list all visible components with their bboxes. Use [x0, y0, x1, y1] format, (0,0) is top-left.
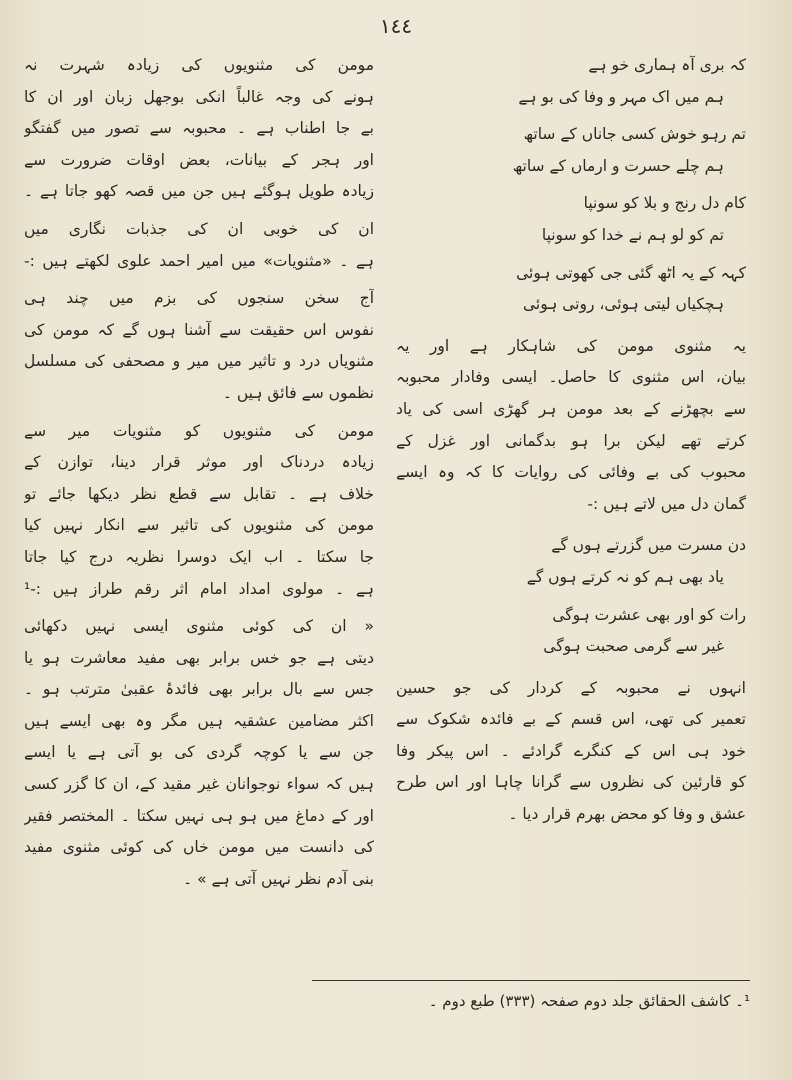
verse-line: کہ بری آہ ہماری خو ہے [588, 56, 746, 74]
verse-line: ہم میں اک مہر و وفا کی بو ہے [518, 87, 724, 106]
verse-line: تم رہو خوش کسی جاناں کے ساتھ [523, 125, 746, 144]
paragraph-line: ہے ۔ مولوی امداد امام اثر رقم طراز ہیں :-¹ [24, 579, 374, 598]
quote-line: نفوس اس حقیقت سے آشنا ہوں گے کہ مومن کی [24, 320, 374, 339]
paragraph-line: انہوں نے محبوبہ کے کردار کی جو حسین [396, 678, 746, 697]
paragraph-line: ہے ۔ «مثنویات» میں امیر احمد علوی لکھتے ہیں :- [24, 251, 374, 270]
quote-line: دیتی ہے جو خس برابر بھی مفید معاشرت ہو یا [24, 648, 374, 667]
verse-line: ہم چلے حسرت و ارماں کے ساتھ [512, 156, 724, 175]
paragraph-line: محبوب کی بے وفائی کی روایات کا کہ وہ ایسے [396, 463, 746, 482]
quote-line: کی دانست میں مومن خاں کی کوئی مثنوی مفید [24, 838, 374, 857]
paragraph-line: مومن کی مثنویوں کی تاثیر سے انکار نہیں کیا [24, 516, 374, 535]
paragraph-line: تعمیر کی تھی، اس قسم کے بے فائدہ شکوک سے [396, 710, 746, 729]
verse-line: تم کو لو ہم نے خدا کو سونپا [541, 225, 724, 244]
paragraph-line: سے بچھڑنے کے بعد مومن ہر گھڑی اسی کی یاد [396, 399, 746, 418]
quote-line: اور کے دماغ میں ہو ہی نہیں سکتا ۔ المختصر فقیر [24, 806, 374, 825]
footnote: ¹۔ کاشف الحقائق جلد دوم صفحہ (۳۳۳) طبع دوم ۔ [428, 992, 750, 1010]
right-column [396, 50, 746, 831]
quote-line: بنی آدم نظر نہیں آتی ہے » ۔ [183, 869, 374, 888]
quote-line: « ان کی کوئی مثنوی ایسی نہیں دکھائی [24, 617, 374, 636]
verse-line: رات کو اور بھی عشرت ہوگی [552, 605, 746, 624]
quote-line: مثنویاں درد و تاثیر میں میر و مصحفی کی مسلسل [24, 352, 374, 371]
paragraph-line: کرتے تھے لیکن برا ہو بدگمانی اور غزل کے [396, 431, 746, 450]
paragraph-line: ہونے کی وجہ غالباً انکی بوجھل زبان اور ان کا [24, 87, 374, 106]
paragraph-line: اور ہجر کے بیانات، بعض اوقات ضرورت سے [24, 150, 374, 169]
paragraph-line: عشق و وفا کو محض بھرم قرار دیا ۔ [508, 805, 746, 824]
paragraph-line: گمان دل میں لاتے ہیں :- [587, 494, 746, 513]
paragraph-line: مومن کی مثنویوں کی زیادہ شہرت نہ [24, 56, 374, 74]
verse-line: کام دل رنج و بلا کو سونپا [583, 194, 746, 213]
footnote-divider [312, 980, 750, 981]
paragraph-line: زیادہ دردناک اور موثر قرار دینا، توازن کے [24, 453, 374, 472]
paragraph-line: زیادہ طویل ہوگئے ہیں جن میں قصہ کھو جاتا ہے ۔ [24, 182, 374, 201]
quote-line: آج سخن سنجوں کی بزم میں چند ہی [24, 289, 374, 308]
verse-line: دن مسرت میں گزرتے ہوں گے [551, 536, 746, 555]
paragraph-line: بیان، اس مثنوی کا حاصل۔ ایسی وفادار محبوبہ [396, 368, 746, 387]
quote-line: ہیں کہ سواء نوجوانان غیر مقید کے، ان کا گزر کسی [24, 775, 374, 794]
paragraph-line: مومن کی مثنویوں کو مثنویات میر سے [24, 421, 374, 440]
quote-line: جن سے یا کوچہ گردی کی بو آتی ہے یا ایسے [24, 743, 374, 762]
paragraph-line: خود ہی اس کے کنگرے گرادئے ۔ اس پیکر وفا [396, 741, 746, 760]
paragraph-line: جا سکتا ۔ اب ایک دوسرا نظریہ درج کیا جاتا [24, 547, 374, 566]
page-number: ١٤٤ [379, 14, 413, 38]
paragraph-line: خلاف ہے ۔ تقابل سے قطع نظر دیکھا جائے تو [24, 484, 374, 503]
paragraph-line: بے جا اطناب ہے ۔ محبوبہ سے تصور میں گفتگو [24, 119, 374, 138]
paragraph-line: ان کی خوبی ان کی جذبات نگاری میں [24, 219, 374, 238]
quote-line: اکثر مضامین عشقیہ ہیں مگر وہ بھی ایسے ہیں [24, 711, 374, 730]
verse-line: یاد بھی ہم کو نہ کرتے ہوں گے [526, 567, 724, 586]
verse-line: کہہ کے یہ اٹھ گئی جی کھوتی ہوئی [516, 263, 746, 282]
left-column [24, 50, 374, 895]
quote-line: جس سے بال برابر بھی فائدۂ عقبیٰ مترتب ہو ۔ [24, 680, 374, 699]
verse-line: ہچکیاں لیتی ہوئی، روتی ہوئی [523, 295, 724, 314]
paragraph-line: کو قارئین کی نظروں سے گرانا چاہا اور اس طرح [396, 773, 746, 792]
quote-line: نظموں سے فائق ہیں ۔ [222, 383, 374, 402]
verse-line: غیر سے گرمی صحبت ہوگی [543, 637, 724, 656]
paragraph-line: یہ مثنوی مومن کی شاہکار ہے اور یہ [396, 336, 746, 355]
